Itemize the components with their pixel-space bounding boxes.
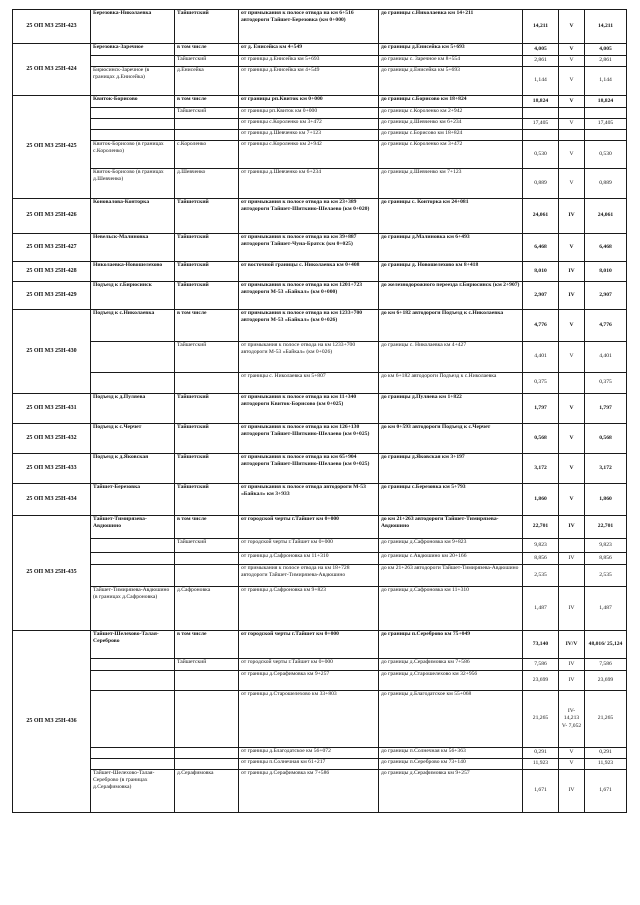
registry-page xyxy=(12,9,626,813)
length-km-cell: 2,861 xyxy=(523,56,559,67)
road-category-cell: V xyxy=(559,748,585,759)
road-category-cell xyxy=(559,373,585,394)
total-length-cell: 8,856 xyxy=(585,553,627,565)
table-row xyxy=(13,565,627,587)
district-cell xyxy=(175,671,239,691)
total-length-cell: 6,468 xyxy=(585,234,627,262)
segment-start-cell: от границы д.Енисейка км 5+693 xyxy=(239,56,379,67)
district-cell: Тайшетский xyxy=(175,394,239,424)
total-length-cell: 2,861 xyxy=(585,56,627,67)
road-id-cell: 25 ОП МЗ 25Н-424 xyxy=(13,44,91,96)
segment-end-cell: до границы с.Борисово км 18+824 xyxy=(379,130,523,141)
segment-end-cell: до границы д.Серафимовка км 9+257 xyxy=(379,770,523,813)
table-row xyxy=(13,587,627,631)
district-cell: Тайшетский xyxy=(175,424,239,454)
total-length-cell: 11,923 xyxy=(585,759,627,770)
district-cell: Тайшетский xyxy=(175,199,239,234)
total-length-cell xyxy=(585,130,627,141)
length-km-cell: 14,211 xyxy=(523,10,559,44)
segment-start-cell: от границы д.Шевченко км 7+123 xyxy=(239,130,379,141)
road-category-cell: V xyxy=(559,169,585,199)
segment-start-cell: от границы рп.Квиток км 0+000 xyxy=(239,108,379,119)
district-cell: в том числе xyxy=(175,516,239,539)
road-name-cell xyxy=(91,565,175,587)
road-name-cell: Подъезд к г.Бирюсинск xyxy=(91,282,175,310)
length-km-cell: 0,375 xyxy=(523,373,559,394)
segment-start-cell: от городской черты г.Тайшет км 0+000 xyxy=(239,516,379,539)
table-row xyxy=(13,671,627,691)
segment-start-cell: от границы д.Сафроновка км 11+310 xyxy=(239,553,379,565)
road-category-cell xyxy=(559,130,585,141)
district-cell: д.Серафимовка xyxy=(175,770,239,813)
segment-start-cell: от границы д.Енисейка км 4+549 xyxy=(239,67,379,96)
district-cell: с.Короленко xyxy=(175,141,239,169)
road-name-cell xyxy=(91,759,175,770)
road-name-cell: Тайшет-Шелехово-Талая-Сереброво xyxy=(91,631,175,659)
road-id-cell: 25 ОП МЗ 25Н-431 xyxy=(13,394,91,424)
road-id-cell: 25 ОП МЗ 25Н-426 xyxy=(13,199,91,234)
table-row xyxy=(13,234,627,262)
table-row xyxy=(13,484,627,516)
segment-start-cell: от границы с. Николаевка км 5+807 xyxy=(239,373,379,394)
segment-end-cell: до км 6+182 автодороги Подъезд к с.Николаевка xyxy=(379,373,523,394)
table-row xyxy=(13,96,627,108)
road-name-cell xyxy=(91,553,175,565)
road-id-cell: 25 ОП МЗ 25Н-430 xyxy=(13,310,91,394)
road-category-cell: V xyxy=(559,44,585,56)
table-row xyxy=(13,691,627,748)
segment-end-cell: до границы д.Пуляева км 1+822 xyxy=(379,394,523,424)
road-name-cell xyxy=(91,119,175,130)
total-length-cell: 0,291 xyxy=(585,748,627,759)
segment-start-cell: от примыкания к полосе отвода на км 1233+700 автодороги М-53 «Байкал» (км 0+026) xyxy=(239,310,379,342)
segment-start-cell: от границы д.Сафроновка км 9+823 xyxy=(239,587,379,631)
total-length-cell: 9,823 xyxy=(585,539,627,553)
segment-start-cell: от границы с.Короленко км 3+472 xyxy=(239,119,379,130)
road-name-cell xyxy=(91,130,175,141)
road-name-cell: Бирюсинск-Заречное (в границах д.Енисейка) xyxy=(91,67,175,96)
length-km-cell: 11,923 xyxy=(523,759,559,770)
segment-start-cell: от д. Енисейка км 4+549 xyxy=(239,44,379,56)
segment-end-cell: до границы п.Солнечная км 56+363 xyxy=(379,748,523,759)
length-km-cell: 0,889 xyxy=(523,169,559,199)
segment-start-cell: от примыкания к полосе отвода на км 18+728 автодороги Тайшет-Тимирязева-Авдюшино xyxy=(239,565,379,587)
segment-end-cell: до границы с.Борисово км 18+824 xyxy=(379,96,523,108)
total-length-cell: 0,568 xyxy=(585,424,627,454)
road-category-cell: V xyxy=(559,119,585,130)
segment-end-cell: до границы д.Сафроновка км 11+310 xyxy=(379,587,523,631)
road-name-cell: Квиток-Борисово xyxy=(91,96,175,108)
road-category-cell: V xyxy=(559,141,585,169)
district-cell: Тайшетский xyxy=(175,484,239,516)
length-km-cell: 23,699 xyxy=(523,671,559,691)
road-category-cell: IV xyxy=(559,516,585,539)
table-row xyxy=(13,770,627,813)
road-id-cell: 25 ОП МЗ 25Н-425 xyxy=(13,96,91,199)
total-length-cell: 4,776 xyxy=(585,310,627,342)
road-name-cell: Подъезд к д.Яковская xyxy=(91,454,175,484)
segment-end-cell: до границы д.Шевченко км 7+123 xyxy=(379,169,523,199)
road-id-cell: 25 ОП МЗ 25Н-433 xyxy=(13,454,91,484)
road-name-cell: Квиток-Борисово (в границах с.Короленко) xyxy=(91,141,175,169)
total-length-cell: 1,671 xyxy=(585,770,627,813)
district-cell xyxy=(175,691,239,748)
road-name-cell: Квиток-Борисово (в границах д.Шевченко) xyxy=(91,169,175,199)
length-km-cell: 3,172 xyxy=(523,454,559,484)
segment-end-cell: до км 21+263 автодороги Тайшет-Тимирязева-Авдюшино xyxy=(379,516,523,539)
road-name-cell xyxy=(91,691,175,748)
road-category-cell: V xyxy=(559,342,585,373)
total-length-cell: 4,401 xyxy=(585,342,627,373)
table-row xyxy=(13,659,627,671)
segment-start-cell: от примыкания к полосе отвода на км 126+130 автодороги Тайшет-Шиткино-Шелаево (км 0+025) xyxy=(239,424,379,454)
district-cell: Тайшетский xyxy=(175,108,239,119)
total-length-cell xyxy=(585,108,627,119)
road-category-cell: V xyxy=(559,234,585,262)
district-cell: Тайшетский xyxy=(175,539,239,553)
district-cell: в том числе xyxy=(175,44,239,56)
total-length-cell: 18,824 xyxy=(585,96,627,108)
length-km-cell: 17,405 xyxy=(523,119,559,130)
road-name-cell: Березовка-Заречное xyxy=(91,44,175,56)
total-length-cell: 4,005 xyxy=(585,44,627,56)
segment-end-cell: до границы д.Енисейка км 5+693 xyxy=(379,67,523,96)
road-category-cell: IV xyxy=(559,282,585,310)
total-length-cell: 48,016/ 25,124 xyxy=(585,631,627,659)
road-name-cell: Березовка-Николаевка xyxy=(91,10,175,44)
length-km-cell: 0,530 xyxy=(523,141,559,169)
segment-start-cell: от границы д.Шевченко км 6+234 xyxy=(239,169,379,199)
road-id-cell: 25 ОП МЗ 25Н-427 xyxy=(13,234,91,262)
road-name-cell xyxy=(91,659,175,671)
length-km-cell: 1,487 xyxy=(523,587,559,631)
total-length-cell: 23,699 xyxy=(585,671,627,691)
length-km-cell: 7,586 xyxy=(523,659,559,671)
length-km-cell: 0,568 xyxy=(523,424,559,454)
road-name-cell xyxy=(91,671,175,691)
length-km-cell: 4,401 xyxy=(523,342,559,373)
total-length-cell: 22,701 xyxy=(585,516,627,539)
road-name-cell xyxy=(91,56,175,67)
length-km-cell: 1,144 xyxy=(523,67,559,96)
road-name-cell xyxy=(91,748,175,759)
road-category-cell: V xyxy=(559,56,585,67)
road-name-cell xyxy=(91,342,175,373)
length-km-cell xyxy=(523,130,559,141)
segment-start-cell: от городской черты г.Тайшет км 0+000 xyxy=(239,539,379,553)
road-id-cell: 25 ОП МЗ 25Н-436 xyxy=(13,631,91,813)
total-length-cell: 1,487 xyxy=(585,587,627,631)
road-category-cell xyxy=(559,539,585,553)
length-km-cell: 6,468 xyxy=(523,234,559,262)
segment-end-cell: до границы с.Короленко км 3+472 xyxy=(379,141,523,169)
district-cell: Тайшетский xyxy=(175,454,239,484)
segment-end-cell: до границы д.Шевченко км 6+234 xyxy=(379,119,523,130)
segment-start-cell: от примыкания к полосе отвода на км 65+904 автодороги Тайшет-Шиткино-Шелаево (км 0+025) xyxy=(239,454,379,484)
district-cell: Тайшетский xyxy=(175,659,239,671)
length-km-cell: 1,671 xyxy=(523,770,559,813)
segment-end-cell: до границы д.Сафроновка км 9+823 xyxy=(379,539,523,553)
total-length-cell: 7,586 xyxy=(585,659,627,671)
road-name-cell xyxy=(91,373,175,394)
length-km-cell: 4,776 xyxy=(523,310,559,342)
road-id-cell: 25 ОП МЗ 25Н-428 xyxy=(13,262,91,282)
road-category-cell: V xyxy=(559,759,585,770)
total-length-cell: 14,211 xyxy=(585,10,627,44)
table-row xyxy=(13,759,627,770)
total-length-cell: 17,405 xyxy=(585,119,627,130)
length-km-cell xyxy=(523,108,559,119)
segment-end-cell: до границы с. Николаевка км 4+427 xyxy=(379,342,523,373)
total-length-cell: 8,010 xyxy=(585,262,627,282)
segment-end-cell: до границы д.Яковская км 3+197 xyxy=(379,454,523,484)
segment-end-cell: до границы с.Березовка км 5+793 xyxy=(379,484,523,516)
road-category-cell: V xyxy=(559,454,585,484)
district-cell: д.Шевченко xyxy=(175,169,239,199)
district-cell: Тайшетский xyxy=(175,262,239,282)
road-category-cell: V xyxy=(559,484,585,516)
table-row xyxy=(13,539,627,553)
road-id-cell: 25 ОП МЗ 25Н-432 xyxy=(13,424,91,454)
length-km-cell: 73,140 xyxy=(523,631,559,659)
road-category-cell: IV/V xyxy=(559,631,585,659)
table-row xyxy=(13,199,627,234)
length-km-cell: 21,265 xyxy=(523,691,559,748)
length-km-cell: 2,535 xyxy=(523,565,559,587)
table-row xyxy=(13,310,627,342)
table-row xyxy=(13,516,627,539)
road-category-cell: IV xyxy=(559,770,585,813)
district-cell: Тайшетский xyxy=(175,56,239,67)
road-category-cell: IV- 14,213 V- 7,052 xyxy=(559,691,585,748)
district-cell xyxy=(175,130,239,141)
segment-start-cell: от границы д.Серафимовка км 7+586 xyxy=(239,770,379,813)
table-row xyxy=(13,10,627,44)
length-km-cell: 8,010 xyxy=(523,262,559,282)
segment-end-cell: до границы д.Старошелехово км 32+956 xyxy=(379,671,523,691)
district-cell xyxy=(175,119,239,130)
road-name-cell: Тайшет-Тимирязева-Авдюшино (в границах д.Сафроновка) xyxy=(91,587,175,631)
segment-end-cell: до границы с. Конторка км 24+081 xyxy=(379,199,523,234)
segment-end-cell: до границы с.Короленко км 2+942 xyxy=(379,108,523,119)
segment-start-cell: от примыкания к полосе отвода на км 11+340 автодороги Квиток-Борисово (км 0+025) xyxy=(239,394,379,424)
segment-end-cell: до границы п.Сереброво км 75+049 xyxy=(379,631,523,659)
segment-start-cell: от примыкания к полосе отвода на км 6+516 автодороги Тайшет-Березовка (км 0+000) xyxy=(239,10,379,44)
segment-end-cell: до границы д. Новошелехово км 8+418 xyxy=(379,262,523,282)
table-row xyxy=(13,394,627,424)
table-row xyxy=(13,631,627,659)
segment-end-cell: до границы п.Сереброво км 73+140 xyxy=(379,759,523,770)
length-km-cell: 1,860 xyxy=(523,484,559,516)
road-category-cell: V xyxy=(559,67,585,96)
segment-start-cell: от границы д.Старошелехово км 33+803 xyxy=(239,691,379,748)
table-row xyxy=(13,553,627,565)
road-category-cell: V xyxy=(559,310,585,342)
length-km-cell: 0,291 xyxy=(523,748,559,759)
table-row xyxy=(13,424,627,454)
table-row xyxy=(13,56,627,67)
road-id-cell: 25 ОП МЗ 25Н-435 xyxy=(13,516,91,631)
total-length-cell: 1,797 xyxy=(585,394,627,424)
road-category-cell: IV xyxy=(559,553,585,565)
segment-end-cell: до км 0+593 автодороги Подъезд к с.Черчет xyxy=(379,424,523,454)
segment-start-cell: от примыкания к полосе отвода на км 39+887 автодороги Тайшет-Чуна-Братск (км 0+025) xyxy=(239,234,379,262)
district-cell xyxy=(175,759,239,770)
segment-start-cell: от городской черты г.Тайшет км 0+000 xyxy=(239,659,379,671)
total-length-cell: 0,530 xyxy=(585,141,627,169)
district-cell xyxy=(175,373,239,394)
district-cell: в том числе xyxy=(175,631,239,659)
segment-start-cell: от границы с.Короленко км 2+942 xyxy=(239,141,379,169)
district-cell xyxy=(175,565,239,587)
road-category-cell: V xyxy=(559,394,585,424)
segment-end-cell: до границы д.Малиновка км 6+493 xyxy=(379,234,523,262)
road-category-cell xyxy=(559,108,585,119)
segment-start-cell: от границы д.Серафимовка км 9+257 xyxy=(239,671,379,691)
road-name-cell: Подъезд к с.Николаевка xyxy=(91,310,175,342)
road-category-cell xyxy=(559,565,585,587)
length-km-cell: 4,005 xyxy=(523,44,559,56)
table-row xyxy=(13,130,627,141)
road-id-cell: 25 ОП МЗ 25Н-429 xyxy=(13,282,91,310)
total-length-cell: 2,535 xyxy=(585,565,627,587)
segment-end-cell: до км 6+182 автодороги Подъезд к с.Николаевка xyxy=(379,310,523,342)
total-length-cell: 0,375 xyxy=(585,373,627,394)
road-name-cell: Тайшет-Березовка xyxy=(91,484,175,516)
segment-end-cell: до границы д.Благодатское км 55+068 xyxy=(379,691,523,748)
segment-start-cell: от границы д.Благодатское км 56+072 xyxy=(239,748,379,759)
road-category-cell: V xyxy=(559,96,585,108)
table-row xyxy=(13,44,627,56)
length-km-cell: 1,797 xyxy=(523,394,559,424)
segment-start-cell: от границы п.Солнечная км 61+217 xyxy=(239,759,379,770)
total-length-cell: 3,172 xyxy=(585,454,627,484)
district-cell: Тайшетский xyxy=(175,342,239,373)
segment-start-cell: от границы рп.Квиток км 0+000 xyxy=(239,96,379,108)
district-cell: в том числе xyxy=(175,96,239,108)
segment-start-cell: от примыкания к полосе отвода на км 23+389 автодороги Тайшет-Шиткино-Шелаево (км 0+020) xyxy=(239,199,379,234)
table-row xyxy=(13,373,627,394)
road-category-cell: V xyxy=(559,10,585,44)
segment-start-cell: от примыкания к полосе отвода на км 1201+723 автодороги М-53 «Байкал» (км 0+000) xyxy=(239,282,379,310)
road-category-cell: IV xyxy=(559,199,585,234)
road-category-cell: V xyxy=(559,424,585,454)
district-cell: Тайшетский xyxy=(175,10,239,44)
total-length-cell: 21,265 xyxy=(585,691,627,748)
road-name-cell: Тайшет-Шелехово-Талая-Сереброво (в границах д.Серафимовка) xyxy=(91,770,175,813)
table-row xyxy=(13,282,627,310)
road-category-cell: IV xyxy=(559,671,585,691)
road-category-cell: IV xyxy=(559,659,585,671)
road-id-cell: 25 ОП МЗ 25Н-434 xyxy=(13,484,91,516)
district-cell xyxy=(175,553,239,565)
length-km-cell: 18,824 xyxy=(523,96,559,108)
road-name-cell: Подъезд к д.Пуляева xyxy=(91,394,175,424)
total-length-cell: 0,889 xyxy=(585,169,627,199)
segment-end-cell: до границы д.Енисейка км 5+693 xyxy=(379,44,523,56)
total-length-cell: 1,144 xyxy=(585,67,627,96)
segment-start-cell: от городской черты г.Тайшет км 0+000 xyxy=(239,631,379,659)
table-row xyxy=(13,454,627,484)
road-name-cell: Николаевка-Новошелехово xyxy=(91,262,175,282)
table-row xyxy=(13,262,627,282)
road-id-cell: 25 ОП МЗ 25Н-423 xyxy=(13,10,91,44)
road-category-cell: IV xyxy=(559,587,585,631)
road-category-cell: IV xyxy=(559,262,585,282)
table-row xyxy=(13,67,627,96)
district-cell: в том числе xyxy=(175,310,239,342)
length-km-cell: 2,907 xyxy=(523,282,559,310)
road-name-cell: Подъезд к с.Черчет xyxy=(91,424,175,454)
length-km-cell: 8,856 xyxy=(523,553,559,565)
total-length-cell: 24,061 xyxy=(585,199,627,234)
segment-end-cell: до границы с.Николаевка км 14+211 xyxy=(379,10,523,44)
segment-start-cell: от примыкания к полосе отвода на км 1233+700 автодороги М-53 «Байкал» (км 0+026) xyxy=(239,342,379,373)
segment-end-cell: до км 21+263 автодороги Тайшет-Тимирязева-Авдюшино xyxy=(379,565,523,587)
total-length-cell: 2,907 xyxy=(585,282,627,310)
road-name-cell: Невельск-Малиновка xyxy=(91,234,175,262)
table-row xyxy=(13,169,627,199)
road-registry-table xyxy=(12,9,627,813)
table-row xyxy=(13,108,627,119)
length-km-cell: 24,061 xyxy=(523,199,559,234)
segment-start-cell: от восточной границы с. Николаевка км 0+408 xyxy=(239,262,379,282)
district-cell: д.Сафроновка xyxy=(175,587,239,631)
length-km-cell: 22,701 xyxy=(523,516,559,539)
total-length-cell: 1,860 xyxy=(585,484,627,516)
length-km-cell: 9,823 xyxy=(523,539,559,553)
district-cell: Тайшетский xyxy=(175,282,239,310)
segment-end-cell: до границы с.Авдюшино км 20+166 xyxy=(379,553,523,565)
segment-start-cell: от примыкания к полосе отвода автодороги М-53 «Байкал» км 3+933 xyxy=(239,484,379,516)
road-name-cell xyxy=(91,539,175,553)
district-cell xyxy=(175,748,239,759)
table-row xyxy=(13,141,627,169)
district-cell: д.Енисейка xyxy=(175,67,239,96)
table-row xyxy=(13,748,627,759)
table-row xyxy=(13,342,627,373)
road-name-cell xyxy=(91,108,175,119)
segment-end-cell: до железнодорожного переезда г.Бирюсинск (км 2+907) xyxy=(379,282,523,310)
district-cell: Тайшетский xyxy=(175,234,239,262)
segment-end-cell: до границы с. Заречное км 8+554 xyxy=(379,56,523,67)
road-name-cell: Тайшет-Тимирязева-Авдюшино xyxy=(91,516,175,539)
road-name-cell: Коновалова-Конторка xyxy=(91,199,175,234)
table-row xyxy=(13,119,627,130)
segment-end-cell: до границы д.Серафимовка км 7+586 xyxy=(379,659,523,671)
